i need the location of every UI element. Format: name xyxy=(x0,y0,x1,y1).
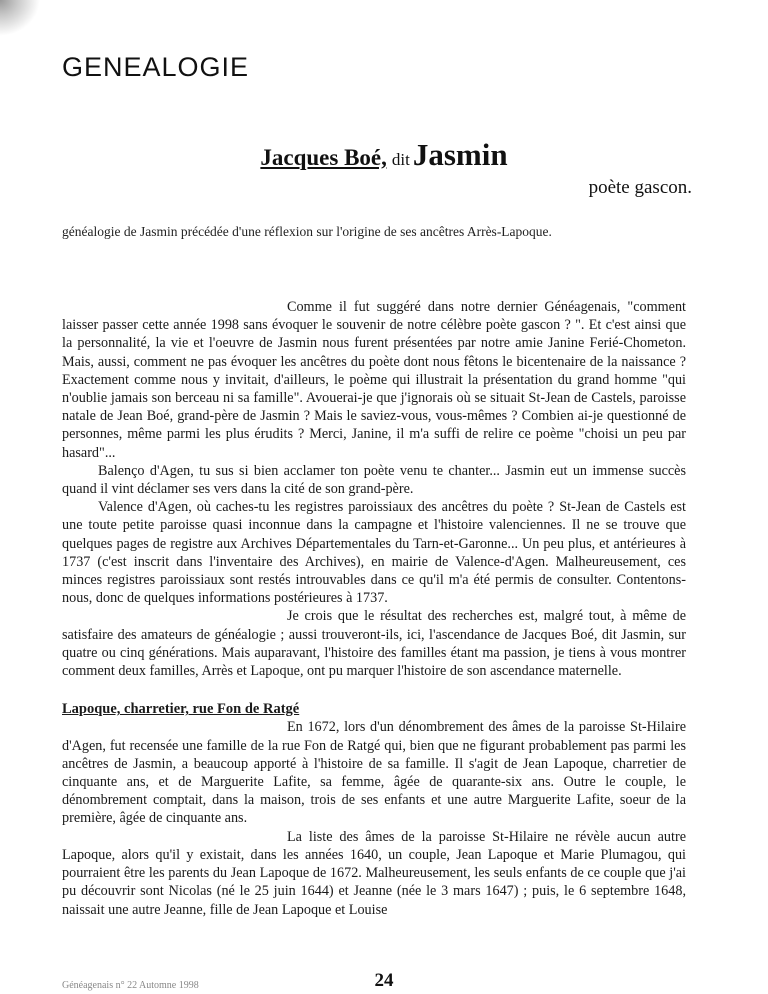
paragraph: La liste des âmes de la paroisse St-Hilaire ne révèle aucun autre Lapoque, alors qu'il y existait, dans les années 1640, un couple, Jean Lapoque et Marie Plumagou, qui pourraient être les parents du Jean Lapoque de 1672. Malheureusement, les seuls enfants de ce couple que j'ai pu découvrir sont Nicolas (né le 25 juin 1644) et Jeanne (née le 3 mars 1647) ; puis, le 6 septembre 1648, naissait une autre Jeanne, fille de Jean Lapoque et Louise xyxy=(62,828,686,918)
scan-smudge xyxy=(0,0,40,36)
article-subtitle: poète gascon. xyxy=(588,177,692,198)
title-surname: Jasmin xyxy=(412,137,508,172)
article-body xyxy=(62,298,686,919)
paragraph: Je crois que le résultat des recherches est, malgré tout, à même de satisfaire des amateurs de généalogie ; aussi trouveront-ils, ici, l'ascendance de Jacques Boé, dit Jasmin, sur quatre ou cinq générations. Mais auparavant, l'histoire des familles étant ma passion, je tiens à vous montrer comment deux familles, Arrès et Lapoque, ont pu marquer l'histoire de son ascendance maternelle. xyxy=(62,608,686,680)
section-title: GENEALOGIE xyxy=(62,52,250,82)
article-title xyxy=(0,137,768,173)
paragraph: En 1672, lors d'un dénombrement des âmes de la paroisse St-Hilaire d'Agen, fut recensée une famille de la rue Fon de Ratgé qui, bien que ne figurant probablement pas parmi les ancêtres de Jasmin, a beaucoup apporté à l'histoire de sa famille. Il s'agit de Jean Lapoque, charretier de cinquante ans, et de Marguerite Lafite, sa femme, âgée de quarante-six ans. Outre le couple, le dénombrement comptait, dans la maison, trois de ses enfants et une autre Marguerite Lafite, soeur de la première, âgée de cinquante ans. xyxy=(62,719,686,827)
title-name: Jacques Boé, xyxy=(260,145,387,170)
intro-line: généalogie de Jasmin précédée d'une réflexion sur l'origine de ses ancêtres Arrès-Lapoque. xyxy=(62,224,552,239)
paragraph: Valence d'Agen, où caches-tu les registres paroissiaux des ancêtres du poète ? St-Jean de Castels est une toute petite paroisse quasi inconnue dans la campagne et l'histoire valenciennes. Il ne se trouve que quelques pages de registre aux Archives Départementales du Tarn-et-Garonne... Un peu plus, et antérieures à 1737 (c'est inscrit dans l'inventaire des Archives), en mairie de Valence-d'Agen. Malheureusement, ces minces registres paroissiaux sont restés introuvables dans ce qu'il m'a été permis de consulter. Contentons-nous, donc de quelques informations postérieures à 1737. xyxy=(62,499,686,607)
paragraph: Balenço d'Agen, tu sus si bien acclamer ton poète venu te chanter... Jasmin eut un immense succès quand il vint déclamer ses vers dans la cité de son grand-père. xyxy=(62,462,686,498)
title-dit: dit xyxy=(391,150,410,169)
paragraph: Comme il fut suggéré dans notre dernier Généagenais, "comment laisser passer cette année 1998 sans évoquer le souvenir de notre célèbre poète gascon ? ". Et c'est ainsi que la personnalité, la vie et l'oeuvre de Jasmin nous furent présentées par notre amie Janine Ferié-Chometon. Mais, aussi, comment ne pas évoquer les ancêtres du poète dont nous fêtons le bicentenaire de la naissance ? Exactement comme nous y invitait, d'ailleurs, le poème qui illustrait la présentation du grand homme "qui n'oublie jamais son berceau ni sa famille". Avouerai-je que j'ignorais où se situait St-Jean de Castels, paroisse natale de Jean Boé, grand-père de Jasmin ? Mais le saviez-vous, vous-mêmes ? Combien ai-je questionné de personnes, même parmi les plus érudits ? Merci, Janine, il m'a suffi de relire ce poème "choisi un peu par hasard"... xyxy=(62,299,686,461)
page-number: 24 xyxy=(374,970,394,991)
footer-journal: Généagenais n° 22 Automne 1998 xyxy=(62,980,199,991)
section-subheading: Lapoque, charretier, rue Fon de Ratgé xyxy=(62,701,300,718)
